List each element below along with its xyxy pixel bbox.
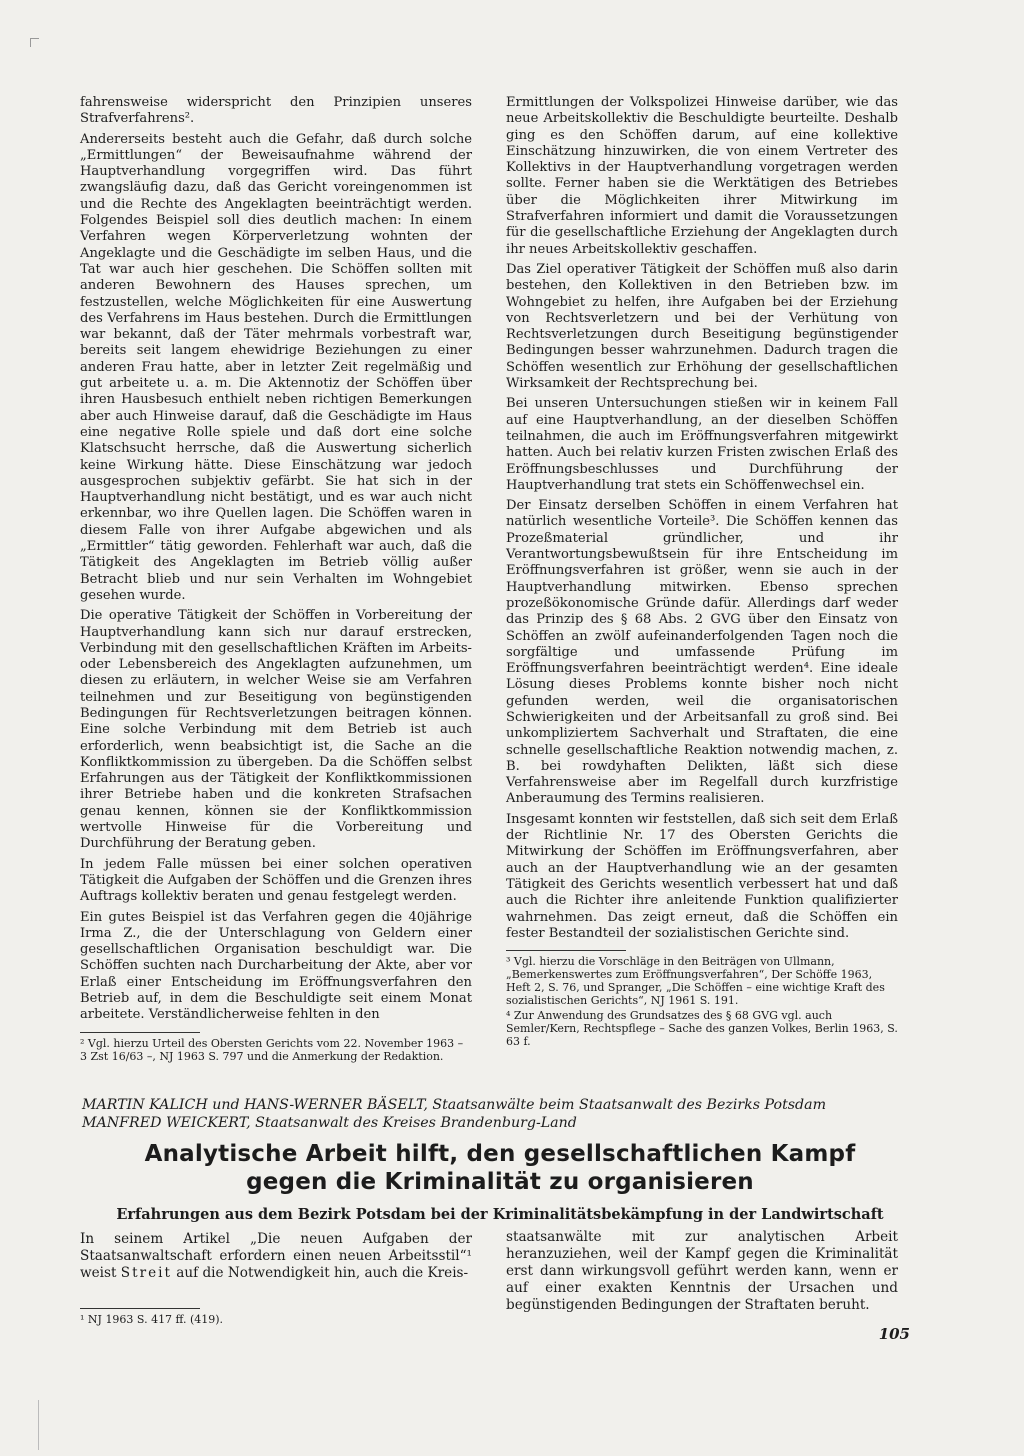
left-paragraph-5: Ein gutes Beispiel ist das Verfahren gegen die 40jährige Irma Z., die der Unterschlagung von Geldern einer gesellschaftlichen Organisation beschuldigt war. Die Schöffen suchten nach Durcharbeitung der Akte, aber vor Erlaß einer Entscheidung im Eröffnungsverfahren den Betrieb auf, in dem die Beschuldigte seit einem Monat arbeitete. Verständlicherweise fehlten in den (80, 909, 472, 1023)
article-intro-paragraph (80, 1231, 472, 1282)
footnote-separator (80, 1308, 200, 1309)
title-line-1: Analytische Arbeit hilft, den gesellschaftlichen Kampf (144, 1141, 856, 1167)
right-paragraph-1: Ermittlungen der Volkspolizei Hinweise darüber, wie das neue Arbeitskollektiv die Beschuldigte beurteilte. Deshalb ging es den Schöffen darum, auf eine kollektive Einschätzung hinzuwirken, die von einem Vertreter des Kollektivs in der Hauptverhandlung vorgetragen werden sollte. Ferner haben sie die Werktätigen des Betriebes über die Möglichkeiten ihrer Mitwirkung im Strafverfahren informiert und damit die Voraussetzungen für die gesellschaftliche Erziehung der Angeklagten durch ihr neues Arbeitskollektiv geschaffen. (506, 95, 898, 257)
footnote-4: ⁴ Zur Anwendung des Grundsatzes des § 68 GVG vgl. auch Semler/Kern, Rechtspflege – Sache des ganzen Volkes, Berlin 1963, S. 63 f. (506, 1009, 898, 1049)
footnote-2: ² Vgl. hierzu Urteil des Obersten Gerichts vom 22. November 1963 – 3 Zst 16/63 –, NJ 1963 S. 797 und die Anmerkung der Redaktion. (80, 1036, 464, 1063)
article-left-column (80, 1231, 472, 1326)
footnote-1: ¹ NJ 1963 S. 417 ff. (419). (80, 1313, 224, 1326)
page-number: 105 (878, 1325, 910, 1343)
intro-author-name: Streit (120, 1265, 172, 1281)
right-column (506, 95, 898, 1048)
left-paragraph-3: Die operative Tätigkeit der Schöffen in Vorbereitung der Hauptverhandlung kann sich nur darauf erstrecken, Verbindung mit den gesellschaftlichen Kräften im Arbeits- oder Lebensbereich des Angeklagten aufzunehmen, um diesen zu erläutern, in welcher Weise sie am Verfahren teilnehmen und zur Beseitigung von begünstigenden Bedingungen für Rechtsverletzungen beitragen können. Eine solche Verbindung mit dem Betrieb ist auch erforderlich, wenn beabsichtigt ist, die Sache an die Konfliktkommission zu übergeben. Da die Schöffen selbst Erfahrungen aus der Tätigkeit der Konfliktkommissionen ihrer Betriebe haben und die konkreten Strafsachen genau kennen, können sie der Konfliktkommission wertvolle Hinweise für die Vorbereitung und Durchführung der Beratung geben. (80, 608, 472, 852)
article-right-column (506, 1229, 898, 1314)
footnote-separator (506, 950, 626, 951)
left-column (80, 95, 472, 1063)
intro-text-b: auf die Notwendigkeit hin, auch die Kreis- (171, 1265, 469, 1281)
authors-line-1: MARTIN KALICH und HANS-WERNER BÄSELT, Staatsanwälte beim Staatsanwalt des Bezirks Potsdam (82, 1097, 827, 1113)
footnote-separator (80, 1032, 200, 1033)
right-paragraph-4: Der Einsatz derselben Schöffen in einem Verfahren hat natürlich wesentliche Vorteile³. Die Schöffen kennen das Prozeßmaterial gründlicher, und ihr Verantwortungsbewußtsein für ihre Entscheidung im Eröffnungsverfahren ist größer, wenn sie auch in der Hauptverhandlung mitwirken. Ebenso sprechen prozeßökonomische Gründe dafür. Allerdings darf weder das Prinzip des § 68 Abs. 2 GVG über den Einsatz von Schöffen an zwölf aufeinanderfolgenden Tagen noch die sorgfältige und umfassende Prüfung im Eröffnungsverfahren beeinträchtigt werden⁴. Eine ideale Lösung dieses Problems konnte bisher noch nicht gefunden werden, weil die organisatorischen Schwierigkeiten und der Arbeitsanfall zu groß sind. Bei unkompliziertem Sachverhalt und Straftaten, die eine schnelle gesellschaftliche Reaktion notwendig machen, z. B. bei rowdyhaften Delikten, läßt sich diese Verfahrensweise aber im Regelfall durch kurzfristige Anberaumung des Termins realisieren. (506, 498, 898, 807)
right-paragraph-5: Insgesamt konnten wir feststellen, daß sich seit dem Erlaß der Richtlinie Nr. 17 des Obersten Gerichts die Mitwirkung der Schöffen im Eröffnungsverfahren, aber auch an der Hauptverhandlung wie an der gesamten Tätigkeit des Gerichts wesentlich verbessert hat und daß auch die Richter ihre anleitende Funktion qualifizierter wahrnehmen. Das zeigt erneut, daß die Schöffen ein fester Bestandteil der sozialistischen Gerichte sind. (506, 811, 898, 941)
right-paragraph-2: Das Ziel operativer Tätigkeit der Schöffen muß also darin bestehen, den Kollektiven in den Betrieben bzw. im Wohngebiet zu helfen, ihre Aufgaben bei der Erziehung von Rechtsverletzern und bei der Verhütung von Rechtsverletzungen durch Beseitigung begünstigender Bedingungen besser wahrzunehmen. Dadurch tragen die Schöffen wesentlich zur Erhöhung der gesellschaftlichen Wirksamkeit der Rechtsprechung bei. (506, 261, 898, 392)
article-subtitle: Erfahrungen aus dem Bezirk Potsdam bei der Kriminalitätsbekämpfung in der Landwirtschaft (116, 1206, 884, 1223)
article-title (80, 1140, 920, 1196)
left-paragraph-2: Andererseits besteht auch die Gefahr, daß durch solche „Ermittlungen“ der Beweisaufnahme während der Hauptverhandlung vorgegriffen wird. Das führt zwangsläufig dazu, daß das Gericht voreingenommen ist und die Rechte des Angeklagten beeinträchtigt werden. Folgendes Beispiel soll dies deutlich machen: In einem Verfahren wegen Körperverletzung wohnten der Angeklagte und die Geschädigte im selben Haus, und die Tat war auch hier geschehen. Die Schöffen sollten mit anderen Bewohnern des Hauses sprechen, um festzustellen, welche Möglichkeiten für eine Auswertung des Verfahrens im Haus bestehen. Durch die Ermittlungen war bekannt, daß der Täter mehrmals vorbestraft war, bereits seit langem ehewidrige Beziehungen zu einer anderen Frau hatte, aber in letzter Zeit regelmäßig und gut arbeitete u. a. m. Die Aktennotiz der Schöffen über ihren Hausbesuch enthielt neben richtigen Bemerkungen aber auch Hinweise darauf, daß die Geschädigte im Haus eine negative Rolle spiele und daß dort eine solche Klatschsucht herrsche, daß die Auswertung sicherlich keine Wirkung hätte. Diese Einschätzung war jedoch ausgesprochen subjektiv gefärbt. Sie hat sich in der Hauptverhandlung nicht bestätigt, und es war auch nicht erkennbar, wo ihre Quellen lagen. Die Schöffen waren in diesem Falle von ihrer Aufgabe abgewichen und als „Ermittler“ tätig geworden. Fehlerhaft war auch, daß die Tätigkeit des Angeklagten im Betrieb völlig außer Betracht blieb und nur sein Verhalten im Wohngebiet gesehen wurde. (80, 131, 472, 603)
left-paragraph-1: fahrensweise widerspricht den Prinzipien unseres Strafverfahrens². (80, 95, 472, 127)
footnote-3: ³ Vgl. hierzu die Vorschläge in den Beiträgen von Ullmann, „Bemerkenswertes zum Eröffnungsverfahren“, Der Schöffe 1963, Heft 2, S. 76, und Spranger, „Die Schöffen – eine wichtige Kraft des sozialistischen Gerichts“, NJ 1961 S. 191. (506, 955, 885, 1008)
right-paragraph-3: Bei unseren Untersuchungen stießen wir in keinem Fall auf eine Hauptverhandlung, an der dieselben Schöffen teilnahmen, die auch im Eröffnungsverfahren mitgewirkt hatten. Auch bei relativ kurzen Fristen zwischen Erlaß des Eröffnungsbeschlusses und Durchführung der Hauptverhandlung trat stets ein Schöffenwechsel ein. (506, 396, 898, 493)
article-authors (82, 1096, 942, 1132)
left-paragraph-4: In jedem Falle müssen bei einer solchen operativen Tätigkeit die Aufgaben der Schöffen und die Grenzen ihres Auftrags kollektiv beraten und genau festgelegt werden. (80, 856, 472, 905)
article-continuation-paragraph: staatsanwälte mit zur analytischen Arbeit heranzuziehen, weil der Kampf gegen die Kriminalität erst dann wirkungsvoll geführt werden kann, wenn er auf einer exakten Kenntnis der Ursachen und begünstigenden Bedingungen der Straftaten beruht. (506, 1229, 898, 1313)
authors-line-2: MANFRED WEICKERT, Staatsanwalt des Kreises Brandenburg-Land (82, 1115, 577, 1131)
intro-text-a: In seinem Artikel „Die neuen Aufgaben der Staatsanwaltschaft erfordern einen neuen Arbeitsstil“¹ weist (80, 1231, 472, 1281)
scan-edge-line (38, 1400, 39, 1450)
title-line-2: gegen die Kriminalität zu organisieren (246, 1169, 754, 1195)
scan-corner-mark (30, 38, 39, 47)
